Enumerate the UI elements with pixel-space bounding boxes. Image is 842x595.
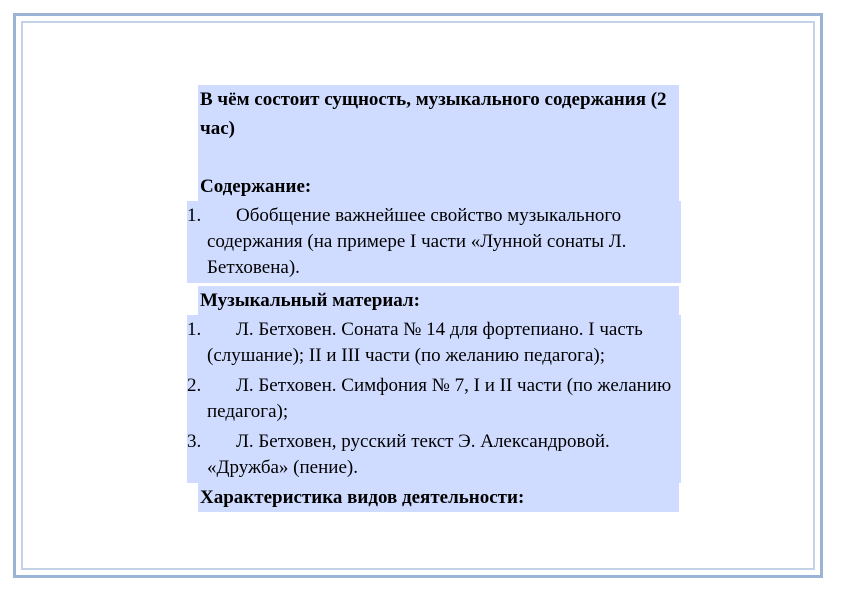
list-item-number: 1. — [187, 205, 202, 226]
list-item-number: 2. — [187, 375, 202, 396]
list-item-text: Л. Бетховен, русский текст Э. Александровой. «Дружба» (пение). — [207, 431, 610, 478]
content-list — [187, 201, 681, 283]
list-item-number: 1. — [187, 319, 202, 340]
list-item-text: Л. Бетховен. Соната № 14 для фортепиано. I часть (слушание); II и III части (по желанию педагога); — [207, 319, 643, 366]
lesson-title: В чём состоит сущность, музыкального содержания (2 час) — [198, 85, 679, 172]
document-body — [187, 85, 681, 512]
list-item — [187, 371, 681, 427]
list-item — [187, 201, 681, 283]
list-item-text: Л. Бетховен. Симфония № 7, I и II части (по желанию педагога); — [207, 375, 672, 422]
material-heading: Музыкальный материал: — [198, 286, 679, 315]
material-list — [187, 315, 681, 483]
content-heading: Содержание: — [198, 172, 679, 201]
list-item-number: 3. — [187, 431, 202, 452]
activities-heading: Характеристика видов деятельности: — [198, 483, 679, 512]
list-item — [187, 427, 681, 483]
list-item-text: Обобщение важнейшее свойство музыкального содержания (на примере I части «Лунной сонаты Л. Бетховена). — [207, 205, 627, 278]
list-item — [187, 315, 681, 371]
